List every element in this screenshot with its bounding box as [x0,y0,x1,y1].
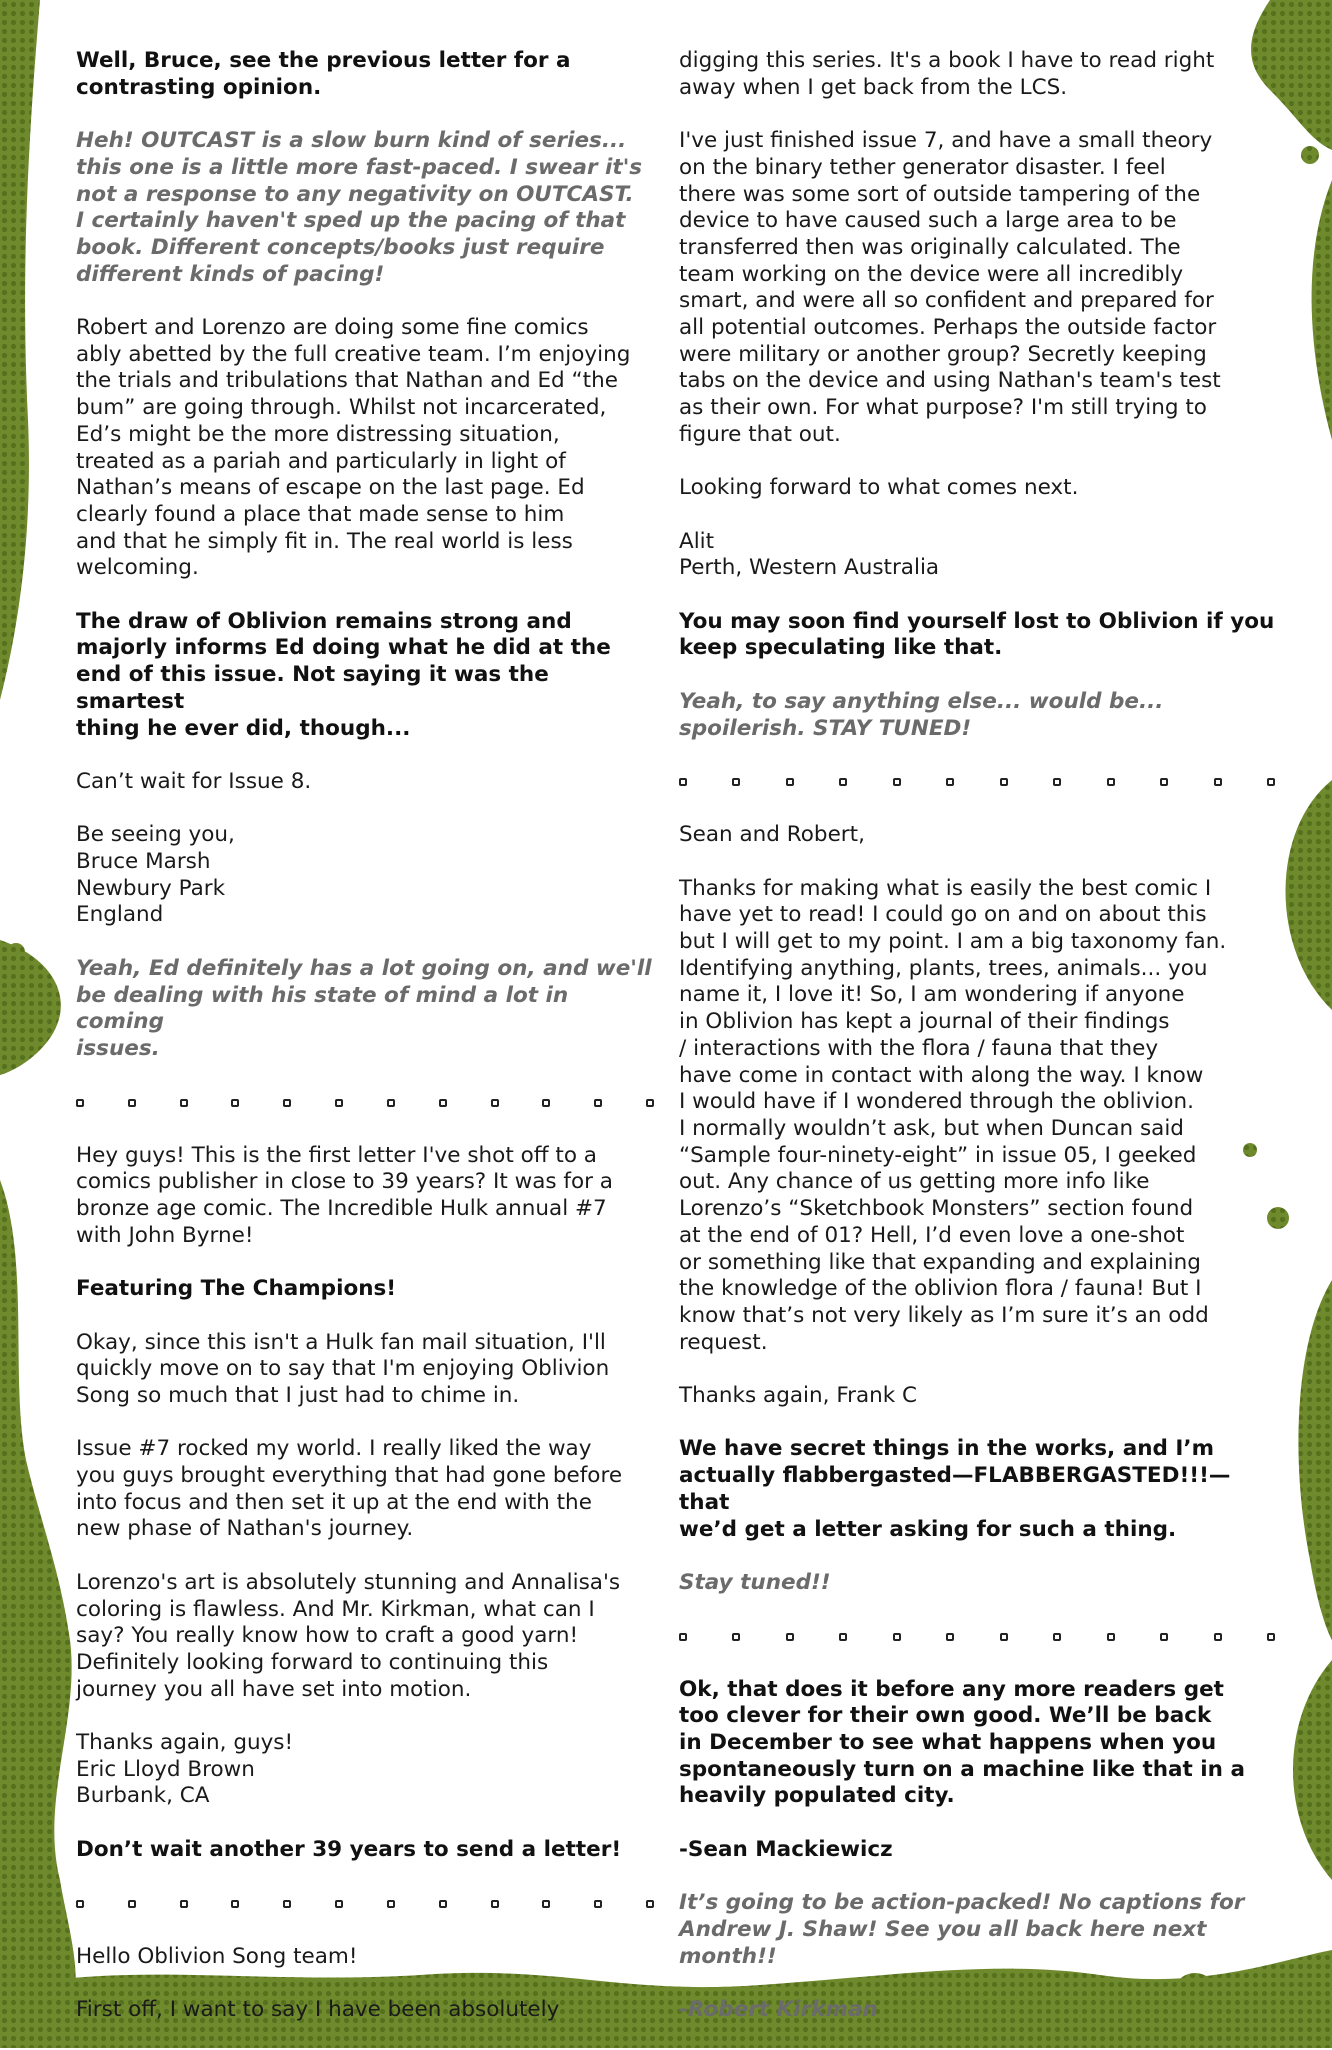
divider-dot [1000,778,1008,786]
text-line: comics publisher in close to 39 years? It was for a [76,1169,613,1195]
text-line: Ok, that does it before any more readers get [679,1676,1224,1702]
text-line: Thanks again, Frank C [679,1383,918,1408]
divider-dot [594,1900,602,1908]
text-line: into focus and then set it up at the end with the [76,1489,592,1515]
text-line: clearly found a place that made sense to him [76,501,565,527]
left-column [76,48,654,2050]
letter-paragraph [76,1997,654,2024]
editor-reply [679,1837,1275,1864]
divider-dot [231,1900,239,1908]
text-line: I certainly haven't sped up the pacing of that [76,208,626,234]
text-line: with John Byrne! [76,1222,254,1248]
section-divider [76,1890,654,1917]
text-line: Bruce Marsh [76,849,211,875]
text-line: and that he simply fit in. The real world is less [76,528,573,554]
text-line: bum” are going through. Whilst not incarcerated, [76,395,607,421]
text-line: thing he ever did, though... [76,715,411,741]
text-line: book. Different concepts/books just require [76,234,605,260]
text-line: figure that out. [679,421,841,447]
letter-paragraph [76,1143,654,1250]
letter-paragraph [679,822,1275,849]
editor-reply [76,609,654,743]
divider-dot [335,1099,343,1107]
text-line: The draw of Oblivion remains strong and [76,608,572,634]
text-line: Be seeing you, [76,822,235,848]
divider-dot [542,1099,550,1107]
text-line: Burbank, CA [76,1783,210,1809]
divider-dot [946,1633,954,1641]
text-line: month!! [679,1943,777,1969]
divider-dot [679,778,687,786]
divider-dot [839,1633,847,1641]
divider-dot [128,1900,136,1908]
text-line: Stay tuned!! [679,1569,831,1595]
divider-dot [786,778,794,786]
text-line: First off, I want to say I have been absolutely [76,1997,560,2023]
divider-dot [1053,1633,1061,1641]
text-line: welcoming. [76,555,199,581]
editor-reply [76,1837,654,1864]
text-line: Lorenzo’s “Sketchbook Monsters” section found [679,1196,1194,1222]
divider-dot [76,1099,84,1107]
divider-dot [893,1633,901,1641]
text-line: -Sean Mackiewicz [679,1836,893,1862]
text-line: end of this issue. Not saying it was the smartest [76,662,549,714]
text-line: Yeah, to say anything else... would be... [679,688,1164,714]
editor-reply [679,1677,1275,1811]
text-line: Well, Bruce, see the previous letter for a [76,48,571,73]
text-line: “Sample four-ninety-eight” in issue 05, I geeked [679,1142,1197,1168]
text-line: the trials and tribulations that Nathan and Ed “the [76,368,618,394]
text-line: Perth, Western Australia [679,555,940,581]
editor-reply [679,1436,1275,1543]
text-line: Nathan’s means of escape on the last page. Ed [76,475,585,501]
editor-reply [76,48,654,101]
divider-dot [1160,1633,1168,1641]
divider-dot [491,1099,499,1107]
text-line: the knowledge of the oblivion flora / fauna! But I [679,1276,1202,1302]
text-line: I would have if I wondered through the oblivion. [679,1089,1194,1115]
letter-paragraph [679,128,1275,448]
divider-dot [283,1900,291,1908]
text-line: request. [679,1329,768,1355]
writer-reply [679,1997,1275,2024]
text-line: transferred then was originally calculated. The [679,234,1181,260]
text-line: tabs on the device and using Nathan's team's test [679,368,1221,394]
divider-dot [786,1633,794,1641]
writer-reply [76,128,654,288]
text-line: digging this series. It's a book I have to read right [679,48,1215,73]
letter-paragraph [679,475,1275,502]
divider-dot [439,1900,447,1908]
text-line: not a response to any negativity on OUTCAST. [76,181,634,207]
text-line: I normally wouldn’t ask, but when Duncan said [679,1115,1184,1141]
text-line: we’d get a letter asking for such a thing. [679,1516,1177,1542]
text-line: have yet to read! I could go on and on about this [679,902,1207,928]
divider-dot [893,778,901,786]
text-line: Heh! OUTCAST is a slow burn kind of series... [76,128,627,154]
letter-paragraph [76,315,654,582]
text-line: bronze age comic. The Incredible Hulk annual #7 [76,1196,607,1222]
divider-dot [1214,1633,1222,1641]
divider-dot [1160,778,1168,786]
text-line: ably abetted by the full creative team. I’m enjoying [76,341,631,367]
divider-dot [439,1099,447,1107]
text-line: new phase of Nathan's journey. [76,1516,414,1542]
letter-paragraph [76,1330,654,1410]
text-line: Eric Lloyd Brown [76,1756,255,1782]
text-line: name it, I love it! So, I am wondering if anyone [679,982,1185,1008]
text-line: in Oblivion has kept a journal of their findings [679,1009,1170,1035]
divider-dot [231,1099,239,1107]
text-line: England [76,902,164,928]
text-line: You may soon find yourself lost to Oblivion if you [679,608,1275,634]
text-line: in December to see what happens when you [679,1730,1217,1756]
letter-paragraph [76,822,654,929]
text-line: Featuring The Champions! [76,1276,397,1302]
writer-reply [679,1890,1275,1970]
text-line: but I will get to my point. I am a big taxonomy fan. [679,929,1227,955]
writer-reply [76,956,654,1063]
text-line: quickly move on to say that I'm enjoying Oblivion [76,1356,610,1382]
letter-paragraph [76,1570,654,1704]
divider-dot [1214,778,1222,786]
text-line: device to have caused such a large area to be [679,208,1177,234]
text-line: Robert and Lorenzo are doing some fine comics [76,315,589,340]
text-line: Hey guys! This is the first letter I've shot off to a [76,1142,597,1168]
text-line: -Robert Kirkman [679,1997,878,2023]
letter-paragraph [679,48,1275,101]
divider-dot [946,778,954,786]
text-line: Identifying anything, plants, trees, animals... you [679,955,1208,981]
text-line: Okay, since this isn't a Hulk fan mail situation, I'll [76,1329,606,1355]
text-line: coloring is flawless. And Mr. Kirkman, what can I [76,1596,595,1622]
text-line: all potential outcomes. Perhaps the outside factor [679,315,1217,341]
section-divider [679,769,1275,796]
divider-dot [1107,1633,1115,1641]
text-line: different kinds of pacing! [76,261,385,287]
text-line: contrasting opinion. [76,74,322,100]
divider-dot [387,1900,395,1908]
section-divider [76,1089,654,1116]
divider-dot [732,778,740,786]
letter-paragraph [76,1436,654,1543]
writer-reply [679,689,1275,742]
text-line: majorly informs Ed doing what he did at the [76,635,611,661]
divider-dot [646,1099,654,1107]
text-line: Song so much that I just had to chime in. [76,1382,520,1408]
text-line: smart, and were all so confident and prepared for [679,288,1214,314]
text-line: have come in contact with along the way. I know [679,1062,1204,1088]
text-line: Lorenzo's art is absolutely stunning and Annalisa's [76,1569,621,1595]
text-line: Andrew J. Shaw! See you all back here next [679,1916,1207,1942]
text-line: Newbury Park [76,875,226,901]
divider-dot [180,1900,188,1908]
divider-dot [679,1633,687,1641]
divider-dot [732,1633,740,1641]
editor-reply [76,1276,654,1303]
section-divider [679,1623,1275,1650]
text-line: were military or another group? Secretly keeping [679,341,1207,367]
divider-dot [491,1900,499,1908]
divider-dot [646,1900,654,1908]
divider-dot [180,1099,188,1107]
divider-dot [1267,778,1275,786]
divider-dot [1267,1633,1275,1641]
text-line: say? You really know how to craft a good yarn! [76,1623,579,1649]
text-line: know that’s not very likely as I’m sure it’s an odd [679,1302,1209,1328]
text-line: Definitely looking forward to continuing this [76,1649,549,1675]
divider-dot [1053,778,1061,786]
text-line: Thanks for making what is easily the best comic I [679,875,1212,901]
text-line: heavily populated city. [679,1783,955,1809]
divider-dot [1107,778,1115,786]
text-line: or something like that expanding and explaining [679,1249,1201,1275]
divider-dot [1000,1633,1008,1641]
text-line: Sean and Robert, [679,822,865,848]
text-line: I've just finished issue 7, and have a small theory [679,128,1213,154]
text-line: / interactions with the flora / fauna that they [679,1035,1159,1061]
text-line: Don’t wait another 39 years to send a letter! [76,1836,622,1862]
text-line: actually flabbergasted—FLABBERGASTED!!!—that [679,1463,1231,1515]
text-line: We have secret things in the works, and I’m [679,1436,1214,1462]
text-line: Thanks again, guys! [76,1730,294,1756]
text-line: at the end of 01? Hell, I’d even love a one-shot [679,1222,1185,1248]
text-line: Looking forward to what comes next. [679,475,1079,501]
text-line: this one is a little more fast-paced. I swear it's [76,154,643,180]
divider-dot [594,1099,602,1107]
text-line: spoilerish. STAY TUNED! [679,715,972,741]
letter-paragraph [76,1730,654,1810]
text-line: too clever for their own good. We’ll be back [679,1703,1212,1729]
letter-paragraph [76,1944,654,1971]
text-line: journey you all have set into motion. [76,1676,472,1702]
divider-dot [283,1099,291,1107]
divider-dot [542,1900,550,1908]
text-line: It’s going to be action-packed! No captions for [679,1890,1245,1916]
text-line: on the binary tether generator disaster. I feel [679,154,1166,180]
right-column [679,48,1275,2050]
text-line: Hello Oblivion Song team! [76,1943,358,1969]
divider-dot [839,778,847,786]
text-line: away when I get back from the LCS. [679,74,1068,100]
text-line: issues. [76,1035,160,1061]
divider-dot [335,1900,343,1908]
divider-dot [76,1900,84,1908]
editor-reply [679,609,1275,662]
text-line: keep speculating like that. [679,635,1003,661]
text-line: Alit [679,528,715,554]
letter-paragraph [679,876,1275,1357]
text-line: Can’t wait for Issue 8. [76,768,312,794]
text-line: there was some sort of outside tampering of the [679,181,1201,207]
text-line: Issue #7 rocked my world. I really liked the way [76,1436,592,1462]
text-line: as their own. For what purpose? I'm still trying to [679,395,1207,421]
letter-paragraph [679,1383,1275,1410]
divider-dot [128,1099,136,1107]
text-line: spontaneously turn on a machine like that in a [679,1756,1245,1782]
text-line: be dealing with his state of mind a lot in coming [76,982,569,1035]
divider-dot [387,1099,395,1107]
letter-paragraph [76,769,654,796]
writer-reply [679,1570,1275,1597]
text-line: Yeah, Ed definitely has a lot going on, and we'll [76,955,652,981]
text-line: Ed’s might be the more distressing situation, [76,421,560,447]
text-line: you guys brought everything that had gone before [76,1463,623,1489]
text-line: out. Any chance of us getting more info like [679,1169,1150,1195]
text-line: team working on the device were all incredibly [679,261,1184,287]
letter-paragraph [679,529,1275,582]
text-line: treated as a pariah and particularly in light of [76,448,566,474]
